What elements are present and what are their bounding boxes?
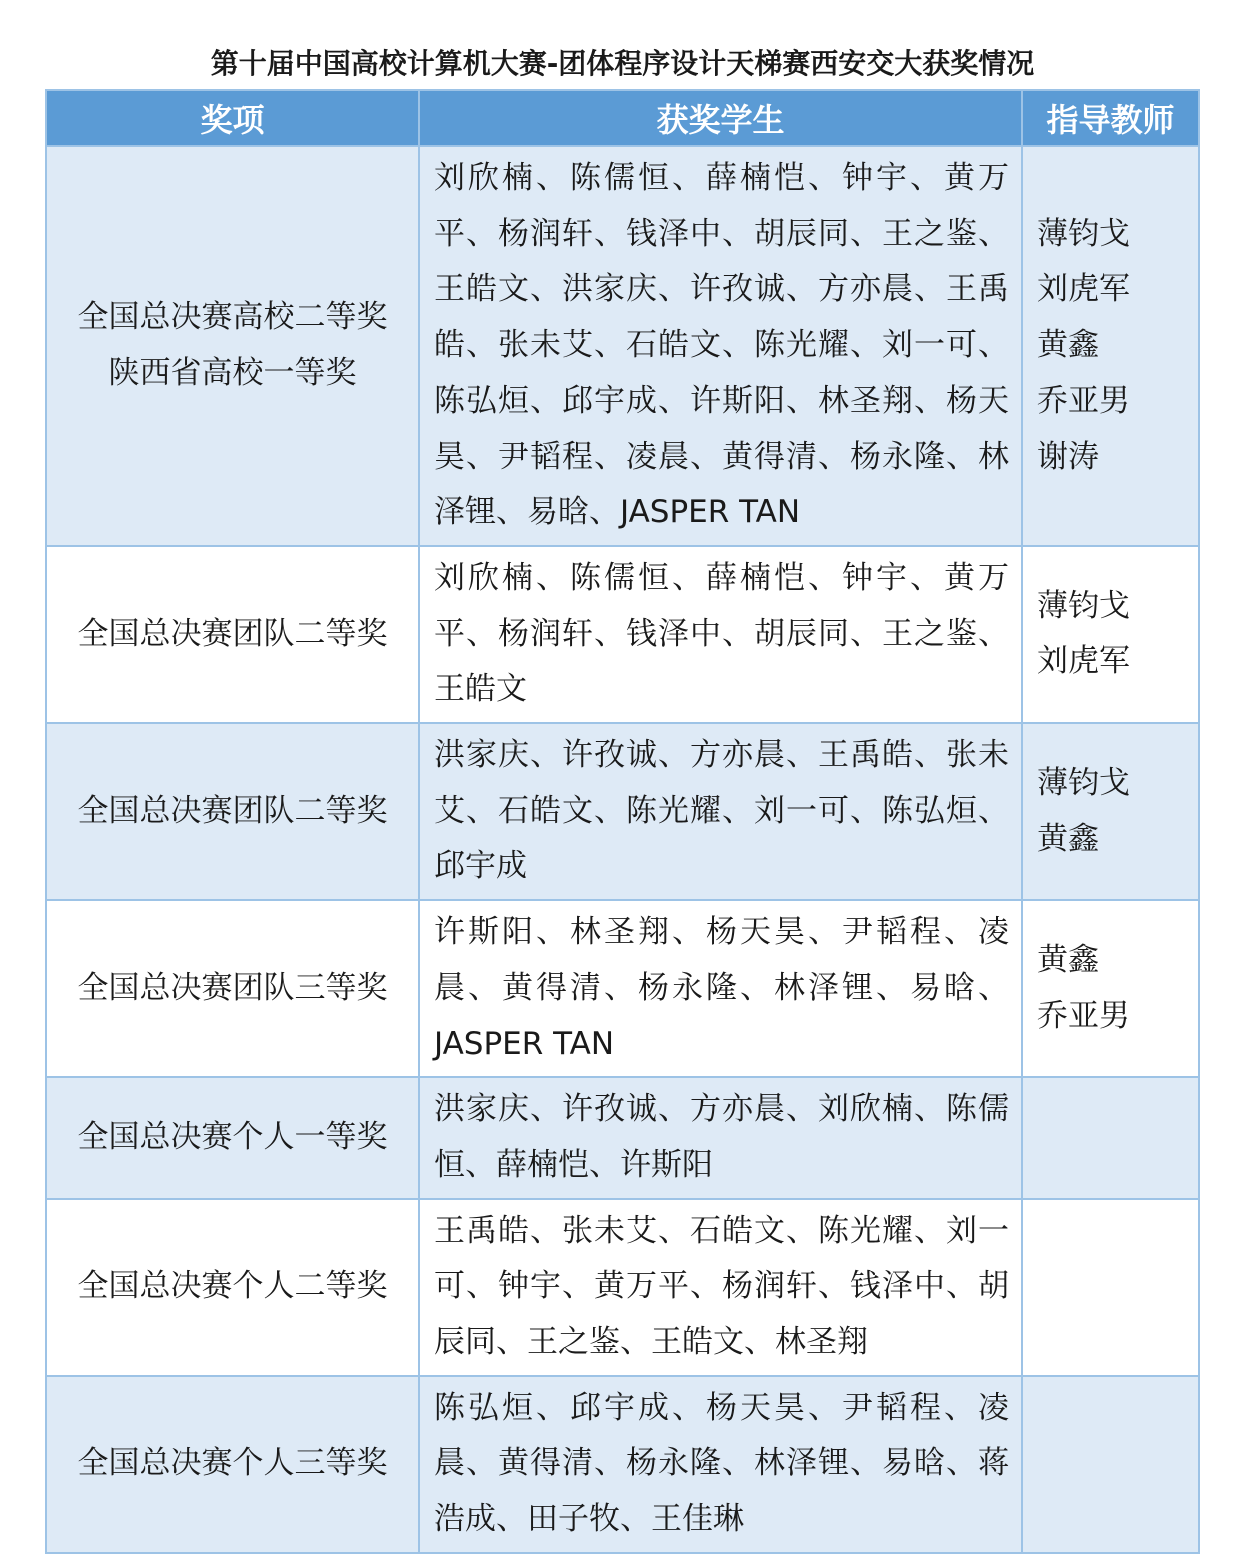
teachers-cell (1022, 900, 1199, 1077)
award-cell (46, 1199, 419, 1376)
teacher-name: 薄钧戈 (1037, 215, 1130, 252)
award-name: 全国总决赛个人三等奖 (77, 1445, 388, 1482)
award-name: 全国总决赛团队二等奖 (77, 615, 388, 652)
students-cell: 王禹皓、张未艾、石皓文、陈光耀、刘一可、钟宇、黄万平、杨润轩、钱泽中、胡辰同、王之鉴、王皓文、林圣翔 (419, 1199, 1022, 1376)
table-row (46, 1077, 1199, 1198)
students-cell: 洪家庆、许孜诚、方亦晨、王禹皓、张未艾、石皓文、陈光耀、刘一可、陈弘烜、邱宇成 (419, 723, 1022, 900)
students-cell: 刘欣楠、陈儒恒、薛楠恺、钟宇、黄万平、杨润轩、钱泽中、胡辰同、王之鉴、王皓文、洪家庆、许孜诚、方亦晨、王禹皓、张未艾、石皓文、陈光耀、刘一可、陈弘烜、邱宇成、许斯阳、林圣翔、杨天昊、尹韬程、凌晨、黄得清、杨永隆、林泽锂、易晗、JASPER TAN (419, 146, 1022, 546)
award-name: 全国总决赛团队三等奖 (77, 969, 388, 1006)
teachers-cell (1022, 546, 1199, 723)
awards-table (45, 89, 1200, 1554)
table-row (46, 900, 1199, 1077)
students-cell: 洪家庆、许孜诚、方亦晨、刘欣楠、陈儒恒、薛楠恺、许斯阳 (419, 1077, 1022, 1198)
teacher-name: 薄钧戈 (1037, 587, 1130, 624)
document-title: 第十届中国高校计算机大赛-团体程序设计天梯赛西安交大获奖情况 (210, 47, 1035, 80)
award-cell (46, 146, 419, 546)
table-header-row (46, 90, 1199, 146)
teacher-name: 谢涛 (1037, 438, 1099, 475)
students-cell: 陈弘烜、邱宇成、杨天昊、尹韬程、凌晨、黄得清、杨永隆、林泽锂、易晗、蒋浩成、田子牧、王佳琳 (419, 1376, 1022, 1553)
teachers-cell (1022, 1376, 1199, 1553)
header-teachers: 指导教师 (1022, 90, 1199, 146)
teacher-name: 黄鑫 (1037, 941, 1099, 978)
award-name: 全国总决赛团队二等奖 (77, 792, 388, 829)
award-name: 全国总决赛高校二等奖 (77, 299, 388, 336)
award-cell (46, 1376, 419, 1553)
table-row (46, 146, 1199, 546)
teacher-name: 乔亚男 (1037, 997, 1130, 1034)
teachers-cell (1022, 1077, 1199, 1198)
award-cell (46, 546, 419, 723)
students-cell: 刘欣楠、陈儒恒、薛楠恺、钟宇、黄万平、杨润轩、钱泽中、胡辰同、王之鉴、王皓文 (419, 546, 1022, 723)
table-row (46, 1199, 1199, 1376)
teacher-name: 乔亚男 (1037, 382, 1130, 419)
award-cell (46, 900, 419, 1077)
header-award: 奖项 (46, 90, 419, 146)
award-name: 全国总决赛个人一等奖 (77, 1119, 388, 1156)
teacher-name: 刘虎军 (1037, 271, 1130, 308)
teacher-name: 刘虎军 (1037, 643, 1130, 680)
award-cell (46, 723, 419, 900)
award-cell (46, 1077, 419, 1198)
teachers-cell (1022, 723, 1199, 900)
table-row (46, 1376, 1199, 1553)
teacher-name: 黄鑫 (1037, 327, 1099, 364)
award-name: 陕西省高校一等奖 (108, 354, 357, 391)
teacher-name: 黄鑫 (1037, 820, 1099, 857)
teachers-cell (1022, 1199, 1199, 1376)
teacher-name: 薄钧戈 (1037, 764, 1130, 801)
students-cell: 许斯阳、林圣翔、杨天昊、尹韬程、凌晨、黄得清、杨永隆、林泽锂、易晗、JASPER TAN (419, 900, 1022, 1077)
header-students: 获奖学生 (419, 90, 1022, 146)
table-row (46, 723, 1199, 900)
award-name: 全国总决赛个人二等奖 (77, 1268, 388, 1305)
table-row (46, 546, 1199, 723)
teachers-cell (1022, 146, 1199, 546)
